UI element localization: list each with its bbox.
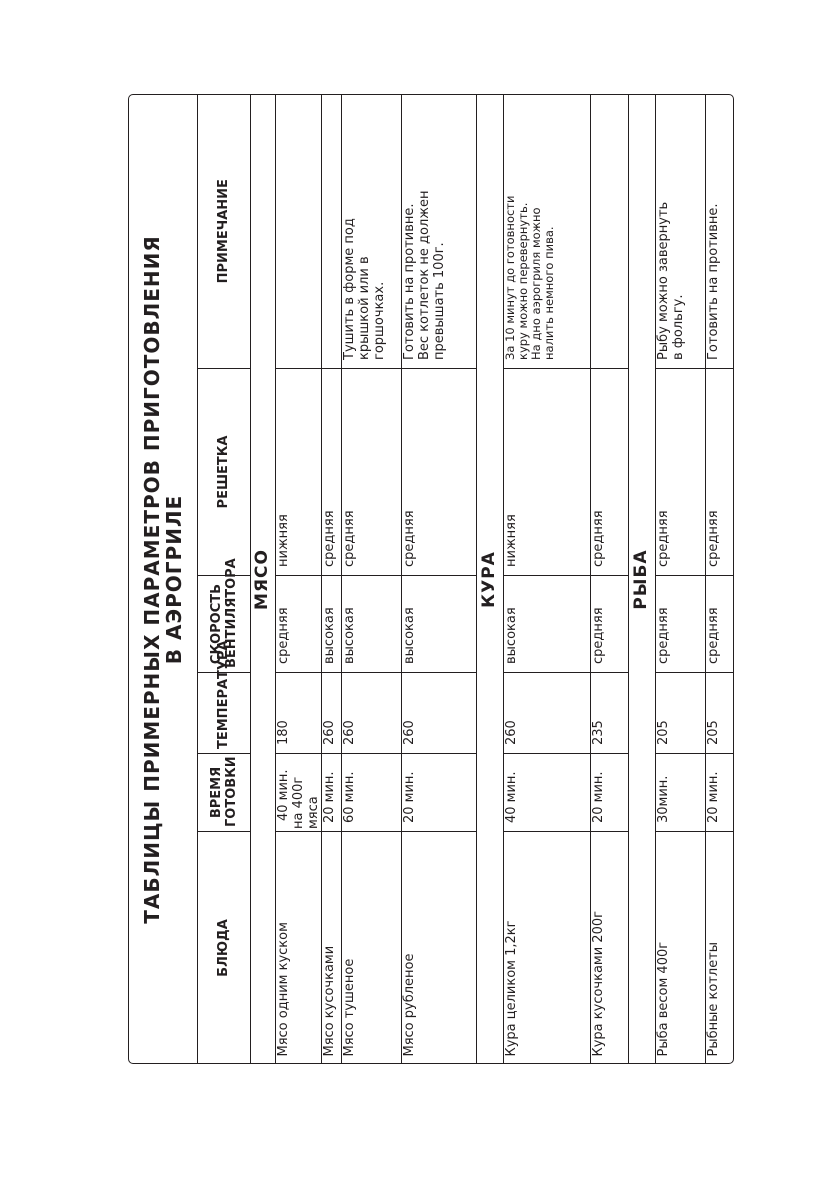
note-cell xyxy=(590,94,628,368)
dish-cell: Кура кусочками 200г xyxy=(590,832,628,1065)
rack-cell: нижняя xyxy=(503,369,590,576)
table-row xyxy=(590,94,628,1064)
dish-cell: Мясо рубленое xyxy=(401,832,476,1065)
rack-cell: средняя xyxy=(321,369,341,576)
time-cell: 40 мин. на 400г мяса xyxy=(275,754,321,832)
note-cell: Тушить в форме под крышкой или в горшочках. xyxy=(341,94,401,368)
time-cell: 20 мин. xyxy=(321,754,341,832)
dish-cell: Мясо кусочками xyxy=(321,832,341,1065)
rack-cell: средняя xyxy=(401,369,476,576)
note-cell xyxy=(321,94,341,368)
fan-cell: высокая xyxy=(503,576,590,673)
title-line-1: ТАБЛИЦЫ ПРИМЕРНЫХ ПАРАМЕТРОВ ПРИГОТОВЛЕНИЯ xyxy=(139,235,164,924)
note-cell: Готовить на противне. xyxy=(705,94,734,368)
section-row-chicken xyxy=(476,94,503,1064)
time-cell: 40 мин. xyxy=(503,754,590,832)
dish-cell: Мясо одним куском xyxy=(275,832,321,1065)
rack-cell: средняя xyxy=(705,369,734,576)
time-cell: 30мин. xyxy=(655,754,705,832)
section-row-meat xyxy=(250,94,275,1064)
title-line-2: В АЭРОГРИЛЕ xyxy=(161,494,186,665)
temperature-cell: 260 xyxy=(321,673,341,754)
table-row xyxy=(321,94,341,1064)
col-header-note: ПРИМЕЧАНИЕ xyxy=(197,94,250,368)
rack-cell: нижняя xyxy=(275,369,321,576)
rack-cell: средняя xyxy=(341,369,401,576)
temperature-cell: 260 xyxy=(341,673,401,754)
table-row xyxy=(705,94,734,1064)
note-cell xyxy=(275,94,321,368)
dish-cell: Рыбные котлеты xyxy=(705,832,734,1065)
section-title-fish: РЫБА xyxy=(628,94,655,1064)
rack-cell: средняя xyxy=(655,369,705,576)
time-cell: 20 мин. xyxy=(590,754,628,832)
col-header-fan-speed: СКОРОСТЬ ВЕНТИЛЯТОРА xyxy=(197,576,250,673)
fan-cell: высокая xyxy=(341,576,401,673)
table-title xyxy=(129,94,197,1064)
col-header-temperature: ТЕМПЕРАТУРА xyxy=(197,673,250,754)
table-row xyxy=(503,94,590,1064)
temperature-cell: 235 xyxy=(590,673,628,754)
temperature-cell: 260 xyxy=(503,673,590,754)
fan-cell: средняя xyxy=(705,576,734,673)
header-row xyxy=(197,94,250,1064)
cooking-parameters-table-frame xyxy=(128,94,734,1064)
dish-cell: Кура целиком 1,2кг xyxy=(503,832,590,1065)
fan-cell: средняя xyxy=(590,576,628,673)
fan-cell: средняя xyxy=(275,576,321,673)
section-title-chicken: КУРА xyxy=(476,94,503,1064)
temperature-cell: 205 xyxy=(705,673,734,754)
dish-cell: Рыба весом 400г xyxy=(655,832,705,1065)
note-cell: За 10 минут до готовности куру можно перевернуть. На дно аэрогриля можно налить немного пива. xyxy=(503,94,590,368)
rotated-page-content xyxy=(129,95,734,1064)
title-row xyxy=(129,94,197,1064)
col-header-time: ВРЕМЯ ГОТОВКИ xyxy=(197,754,250,832)
fan-cell: средняя xyxy=(655,576,705,673)
section-title-meat: МЯСО xyxy=(250,94,275,1064)
temperature-cell: 180 xyxy=(275,673,321,754)
table-row xyxy=(341,94,401,1064)
time-cell: 60 мин. xyxy=(341,754,401,832)
col-header-dish: БЛЮДА xyxy=(197,832,250,1065)
rack-cell: средняя xyxy=(590,369,628,576)
note-cell: Готовить на противне. Вес котлеток не должен превышать 100г. xyxy=(401,94,476,368)
time-cell: 20 мин. xyxy=(401,754,476,832)
section-row-fish xyxy=(628,94,655,1064)
col-header-rack: РЕШЕТКА xyxy=(197,369,250,576)
cooking-parameters-table xyxy=(129,94,734,1064)
temperature-cell: 260 xyxy=(401,673,476,754)
table-row xyxy=(275,94,321,1064)
table-row xyxy=(401,94,476,1064)
temperature-cell: 205 xyxy=(655,673,705,754)
fan-cell: высокая xyxy=(321,576,341,673)
table-row xyxy=(655,94,705,1064)
dish-cell: Мясо тушеное xyxy=(341,832,401,1065)
fan-cell: высокая xyxy=(401,576,476,673)
time-cell: 20 мин. xyxy=(705,754,734,832)
note-cell: Рыбу можно завернуть в фольгу. xyxy=(655,94,705,368)
